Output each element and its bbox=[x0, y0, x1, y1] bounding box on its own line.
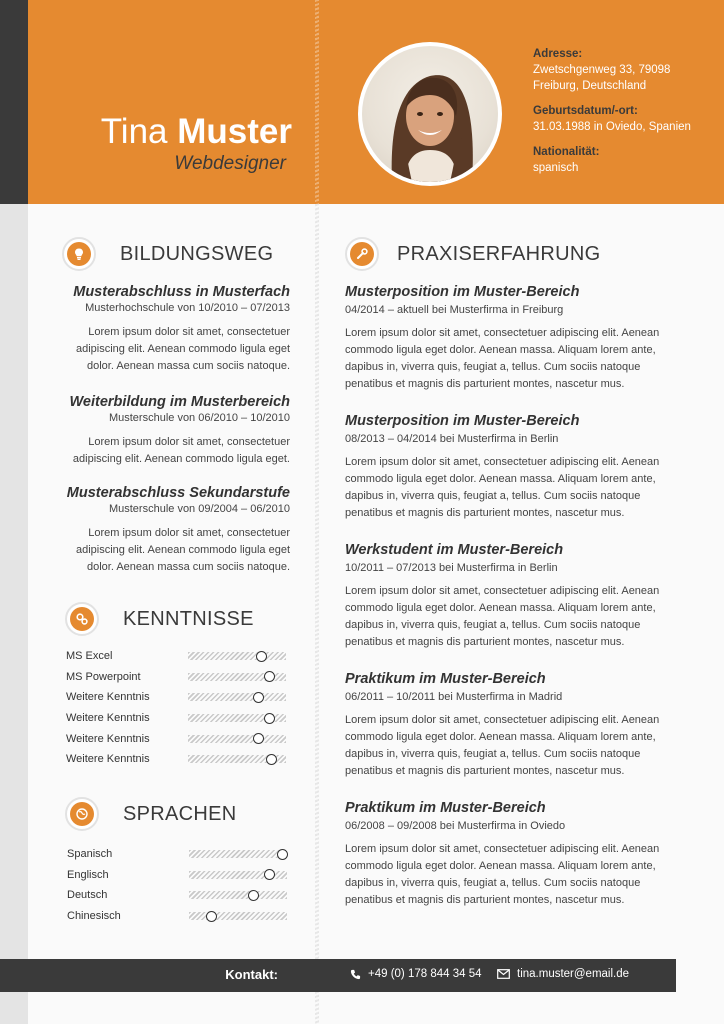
globe-icon bbox=[65, 797, 99, 831]
skill-label: Deutsch bbox=[67, 889, 108, 902]
info-address: Adresse: Zwetschgenweg 33, 79098 Freiburg, Deutschland bbox=[533, 48, 671, 92]
skill-level-bar bbox=[189, 871, 287, 879]
skill-level-bar bbox=[188, 755, 286, 763]
section-title: SPRACHEN bbox=[123, 802, 237, 825]
email-contact[interactable] bbox=[497, 968, 629, 980]
skill-label: Spanisch bbox=[67, 848, 113, 861]
skill-level-bar bbox=[188, 735, 286, 743]
wrench-icon bbox=[345, 237, 379, 271]
skill-row bbox=[66, 646, 290, 667]
section-title: BILDUNGSWEG bbox=[120, 242, 274, 265]
skill-level-knob bbox=[264, 869, 275, 880]
skill-row bbox=[66, 667, 290, 688]
education-entry: Weiterbildung im Musterbereich Musterschule von 06/2010 – 10/2010 Lorem ipsum dolor sit amet, consectetuer adipiscing elit. Aenean commodo ligula eget. bbox=[69, 394, 290, 465]
skill-level-bar bbox=[189, 850, 287, 858]
languages-list bbox=[67, 844, 291, 926]
skill-level-bar bbox=[189, 891, 287, 899]
skill-label: Weitere Kenntnis bbox=[66, 732, 150, 745]
education-entry: Musterabschluss in Musterfach Musterhochschule von 10/2010 – 07/2013 Lorem ipsum dolor sit amet, consectetuer adipiscing elit. Aenean commodo ligula eget dolor. Aenean massa cum sociis natoque. bbox=[73, 284, 290, 372]
portrait-illustration bbox=[362, 46, 498, 182]
full-name bbox=[101, 112, 292, 152]
header-divider bbox=[315, 0, 319, 1024]
skill-level-knob bbox=[264, 713, 275, 724]
section-head-praxis bbox=[345, 237, 600, 271]
contact-label: Kontakt: bbox=[225, 967, 278, 982]
job-title: Webdesigner bbox=[174, 153, 286, 174]
education-entry: Musterabschluss Sekundarstufe Musterschule von 09/2004 – 06/2010 Lorem ipsum dolor sit amet, consectetuer adipiscing elit. Aenean commodo ligula eget dolor. Aenean massa cum sociis natoque. bbox=[66, 485, 290, 573]
section-head-kenntnisse bbox=[65, 602, 254, 636]
section-title: KENNTNISSE bbox=[123, 607, 254, 630]
skill-label: MS Powerpoint bbox=[66, 670, 141, 683]
skill-label: Weitere Kenntnis bbox=[66, 712, 150, 725]
contact-bar bbox=[0, 959, 676, 992]
phone-number: +49 (0) 178 844 34 54 bbox=[368, 968, 482, 980]
experience-entry: Musterposition im Muster-Bereich 04/2014 – aktuell bei Musterfirma in Freiburg Lorem ipsum dolor sit amet, consectetuer adipiscing elit. Aenean commodo ligula eget dolor. Aenean massa. Aliquam lorem ante, dapibus in, viverra quis, feugiat a, tellus. Cum sociis natoque penatibus et magnis dis parturient montes, nascetur mus. bbox=[345, 284, 660, 390]
skill-row bbox=[67, 906, 291, 927]
left-gray-strip bbox=[0, 204, 28, 1024]
skill-level-knob bbox=[277, 849, 288, 860]
lightbulb-icon bbox=[62, 237, 96, 271]
phone-icon bbox=[350, 969, 361, 980]
mail-icon bbox=[497, 969, 510, 979]
skill-level-knob bbox=[256, 651, 267, 662]
skill-label: MS Excel bbox=[66, 650, 113, 663]
skill-level-knob bbox=[264, 671, 275, 682]
skill-row bbox=[66, 749, 290, 770]
skill-level-knob bbox=[253, 692, 264, 703]
skill-level-bar bbox=[188, 673, 286, 681]
skill-level-knob bbox=[253, 733, 264, 744]
section-head-bildungsweg bbox=[62, 237, 273, 271]
first-name: Tina bbox=[100, 112, 168, 151]
skill-level-bar bbox=[188, 714, 286, 722]
skill-level-bar bbox=[188, 652, 286, 660]
last-name: Muster bbox=[177, 112, 292, 151]
email-address: tina.muster@email.de bbox=[517, 968, 630, 980]
skill-level-knob bbox=[266, 754, 277, 765]
info-birth: Geburtsdatum/-ort: 31.03.1988 in Oviedo, Spanien bbox=[533, 105, 691, 133]
left-dark-strip bbox=[0, 0, 28, 204]
skill-level-knob bbox=[248, 890, 259, 901]
profile-photo bbox=[358, 42, 502, 186]
skill-label: Chinesisch bbox=[67, 910, 121, 923]
experience-entry: Musterposition im Muster-Bereich 08/2013 – 04/2014 bei Musterfirma in Berlin Lorem ipsum dolor sit amet, consectetuer adipiscing elit. Aenean commodo ligula eget dolor. Aenean massa. Aliquam lorem ante, dapibus in, viverra quis, feugiat a, tellus. Cum sociis natoque penatibus et magnis dis parturient montes, nascetur mus. bbox=[345, 413, 660, 519]
skills-list bbox=[66, 646, 290, 770]
personal-info bbox=[533, 46, 713, 185]
phone-contact[interactable] bbox=[350, 968, 482, 980]
skill-label: Englisch bbox=[67, 868, 109, 881]
skill-level-bar bbox=[188, 693, 286, 701]
skill-row bbox=[67, 885, 291, 906]
experience-entry: Werkstudent im Muster-Bereich 10/2011 – 07/2013 bei Musterfirma in Berlin Lorem ipsum dolor sit amet, consectetuer adipiscing elit. Aenean commodo ligula eget dolor. Aenean massa. Aliquam lorem ante, dapibus in, viverra quis, feugiat a, tellus. Cum sociis natoque penatibus et magnis dis parturient montes, nascetur mus. bbox=[345, 542, 660, 648]
skill-row bbox=[67, 865, 291, 886]
skill-row bbox=[66, 728, 290, 749]
section-head-sprachen bbox=[65, 797, 237, 831]
section-title: PRAXISERFAHRUNG bbox=[397, 242, 601, 265]
skill-level-bar bbox=[189, 912, 287, 920]
experience-entry: Praktikum im Muster-Bereich 06/2011 – 10/2011 bei Musterfirma in Madrid Lorem ipsum dolor sit amet, consectetuer adipiscing elit. Aenean commodo ligula eget dolor. Aenean massa. Aliquam lorem ante, dapibus in, viverra quis, feugiat a, tellus. Cum sociis natoque penatibus et magnis dis parturient montes, nascetur mus. bbox=[345, 671, 660, 777]
experience-list bbox=[345, 284, 680, 929]
skill-row bbox=[67, 844, 291, 865]
experience-entry: Praktikum im Muster-Bereich 06/2008 – 09/2008 bei Musterfirma in Oviedo Lorem ipsum dolor sit amet, consectetuer adipiscing elit. Aenean commodo ligula eget dolor. Aenean massa. Aliquam lorem ante, dapibus in, viverra quis, feugiat a, tellus. Cum sociis natoque penatibus et magnis dis parturient montes, nascetur mus. bbox=[345, 800, 660, 906]
skill-row bbox=[66, 687, 290, 708]
skill-label: Weitere Kenntnis bbox=[66, 691, 150, 704]
skill-level-knob bbox=[206, 911, 217, 922]
skill-label: Weitere Kenntnis bbox=[66, 753, 150, 766]
skill-row bbox=[66, 708, 290, 729]
gears-icon bbox=[65, 602, 99, 636]
info-nationality: Nationalität: spanisch bbox=[533, 146, 600, 174]
